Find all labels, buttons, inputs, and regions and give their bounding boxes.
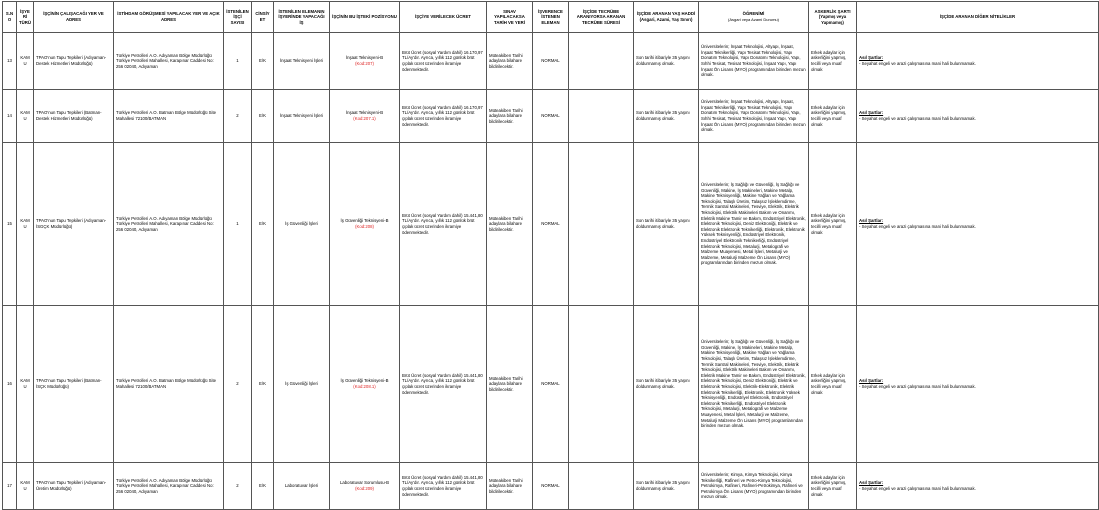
cell-sira: 17 (3, 463, 17, 510)
cell-sira: 14 (3, 90, 17, 143)
cell-ucret: Brüt Ücret (sosyal Yardım dahil) 15.441,80 TL/Ay'dır. Ayrıca, yıllık 112 günlük brüt çıplak ücret üzerinden ikramiye ödenmektedir. (400, 143, 487, 306)
cell-yer: TPAO'nun Tapu Tepkileri (Adıyaman-Üretim Müdürlüğü) (34, 463, 114, 510)
cell-pozisyon (330, 306, 400, 463)
job-listing-table (2, 1, 1099, 510)
cell-ogrenim: Üniversitelerin; İş Sağlığı ve Güvenliği, İş Sağlığı ve Güvenliği, Makine, İş Makineleri, Makine Metalp, Makine Teknisyenliği, Makine Yağları ve Yağlama Teknolojisi, Talaşlı Üretim, Talaşsız İşleklemdirme, Termik Santral Makineleri, Tesviye, Elektrik, Elektrik Teknolojisi, Elektrik Makineleri Bakım ve Onarımı, Elektrik Makine Tamir ve Bakım, Endüstriyel Elektronik, Elektronik Teknolojisi, Deniz Elektroniği, Elektrik ve Elektronik Teknolojisi, Elektrik-Elektronik, Elektrik Elektronik Teknikerliği, Elektronik, Elektronik Yüksek Teknisyenliği, Endüstriyel Elektronik, Endüstriyel Elektronik Teknikerliği, Endüstriyel Elektronik Teknolojisi, Metalurji, Metalografi ve Malzeme Muayenesi, Metal İşleri, Metalurji ve Malzeme, Metalurji Malzeme Ön Lisans (MYO) programlarından birinden mezun olmak. (699, 306, 809, 463)
cell-tecrube (569, 463, 634, 510)
cell-sira: 13 (3, 33, 17, 90)
header-sira-no: S.NO (3, 2, 17, 33)
header-pozisyon: İŞÇİNİN BU İŞTEKİ POZİSYONU (330, 2, 400, 33)
cell-is: Laboratuvar İşleri (274, 463, 330, 510)
header-isci-sayisi: İSTENİLEN İŞÇİ SAYISI (224, 2, 252, 33)
cell-sayi: 2 (224, 90, 252, 143)
cell-askerlik: Erkek adaylar için askerliğini yapmış, tecilli veya muaf olmak (809, 90, 857, 143)
header-yas-haddi-title: İŞÇİDE ARANAN YAŞ HADDİ (636, 11, 696, 17)
cell-tecrube (569, 306, 634, 463)
header-sinav: SINAV YAPILACAKSA TARİH VE YERİ (487, 2, 533, 33)
table-row (3, 143, 1099, 306)
cell-ucret: Brüt Ücret (sosyal Yardım dahil) 16.170,97 TL/Ay'dır. Ayrıca, yıllık 112 günlük brüt çıplak ücret üzerinden ikramiye ödenmektedir. (400, 33, 487, 90)
cell-gorusme: Türkiye Petrolleri A.O. Adıyaman Bölge Müdürlüğü Türkiye Petrolleri Mahallesi, Karapınar Caddesi No: 256 02040, Adıyaman (114, 33, 224, 90)
cell-yas: Son tarihi itibariyle 35 yaşını doldurmamış olmak. (634, 90, 699, 143)
table-row (3, 306, 1099, 463)
cell-sayi: 1 (224, 33, 252, 90)
cell-yas: Son tarihi itibariyle 35 yaşını doldurmamış olmak. (634, 306, 699, 463)
cell-gorusme: Türkiye Petrolleri A.O. Batman Bölge Müdürlüğü Site Mahallesi 72100/BATMAN (114, 90, 224, 143)
pozisyon-kod: (Kod:207) (355, 61, 374, 66)
pozisyon-label: İş Güvenliği Teknisyeni-B (340, 378, 389, 384)
cell-pozisyon (330, 33, 400, 90)
diger-text: - Seyahat engeli ve arazi çalışmasına mani hali bulunmamak. (859, 384, 976, 389)
header-gorusme-yeri: İSTİHDAM GÖRÜŞMESİ YAPILACAK YER VE AÇIK ADRES (114, 2, 224, 33)
header-tecrube: İŞÇİDE TECRÜBE ARANIYORSA ARANAN TECRÜBE SÜRESİ (569, 2, 634, 33)
cell-yas: Son tarihi itibariyle 35 yaşını doldurmamış olmak. (634, 143, 699, 306)
header-cinsiyet: CİNSİYET (252, 2, 274, 33)
cell-istenen: NORMAL (533, 463, 569, 510)
cell-gorusme: Türkiye Petrolleri A.O. Adıyaman Bölge Müdürlüğü Türkiye Petrolleri Mahallesi, Karapınar Caddesi No: 256 02040, Adıyaman (114, 143, 224, 306)
table-row (3, 33, 1099, 90)
diger-text: - Seyahat engeli ve arazi çalışmasına mani hali bulunmamak. (859, 224, 976, 229)
cell-gorusme: Türkiye Petrolleri A.O. Adıyaman Bölge Müdürlüğü Türkiye Petrolleri Mahallesi, Karapınar Caddesi No: 256 02040, Adıyaman (114, 463, 224, 510)
table-row (3, 90, 1099, 143)
cell-istenen: NORMAL (533, 306, 569, 463)
pozisyon-kod: (Kod:207.1) (353, 116, 376, 121)
diger-text: - Seyahat engeli ve arazi çalışmasına mani hali bulunmamak. (859, 61, 976, 66)
diger-title: Asıl Şartlar: (859, 110, 884, 116)
cell-yer: TPAO'nun Tapu Tepkileri (Batman-Destek Hizmetleri Müdürlüğü) (34, 90, 114, 143)
cell-sira: 16 (3, 306, 17, 463)
cell-tur: KAMU (17, 306, 34, 463)
cell-sayi: 2 (224, 463, 252, 510)
cell-tur: KAMU (17, 463, 34, 510)
cell-sinav: Müteakiben Tarihi adaylara bilahare bildirilecektir. (487, 463, 533, 510)
cell-askerlik: Erkek adaylar için askerliğini yapmış, tecilli veya muaf olmak (809, 306, 857, 463)
cell-diger (857, 306, 1099, 463)
cell-yer: TPAO'nun Tapu Tepkileri (Adıyaman-İSGÇK Müdürlüğü) (34, 143, 114, 306)
cell-ogrenim: Üniversitelerin; İnşaat Teknolojisi, Altyapı, İnşaat, İnşaat Teknikerliği, Yapı Tesisat Teknolojisi, Yapı Donatım Teknolojisi, Yapı Donatımı Teknolojisi, Yapı, Sıhhi Tesisat, Tesisat Teknolojisi, İnşaat Yapı, Yapı İnşaat Ön Lisans (MYO) programından birinden mezun olmak. (699, 33, 809, 90)
cell-ucret: Brüt Ücret (sosyal Yardım dahil) 16.170,97 TL/Ay'dır. Ayrıca, yıllık 112 günlük brüt çıplak ücret üzerinden ikramiye ödenmektedir. (400, 90, 487, 143)
cell-tur: KAMU (17, 143, 34, 306)
cell-cinsiyet: E/K (252, 143, 274, 306)
cell-ucret: Brüt Ücret (sosyal Yardım dahil) 15.441,80 TL/Ay'dır. Ayrıca, yıllık 112 günlük brüt çıplak ücret üzerinden ikramiye ödenmektedir. (400, 306, 487, 463)
cell-pozisyon (330, 90, 400, 143)
diger-title: Asıl Şartlar: (859, 55, 884, 61)
cell-ogrenim: Üniversitelerin; Kimya, Kimya Teknolojisi, Kimya Teknikerliği, Rafineri ve Petro-Kimya Teknolojisi, Petrokimya, Rafineri, Rafineri-Petrokimya, Rafineri ve Petrokimya Ön Lisans (MYO) programından birinden mezun olmak. (699, 463, 809, 510)
pozisyon-kod: (Kod:208.1) (353, 384, 376, 389)
cell-tur: KAMU (17, 33, 34, 90)
cell-askerlik: Erkek adaylar için askerliğini yapmış, tecilli veya muaf olmak (809, 143, 857, 306)
cell-istenen: NORMAL (533, 33, 569, 90)
cell-sira: 15 (3, 143, 17, 306)
cell-yas: Son tarihi itibariyle 35 yaşını doldurmamış olmak. (634, 463, 699, 510)
cell-sinav: Müteakiben Tarihi adaylara bilahare bildirilecektir. (487, 306, 533, 463)
cell-pozisyon (330, 463, 400, 510)
cell-istenen: NORMAL (533, 143, 569, 306)
cell-cinsiyet: E/K (252, 463, 274, 510)
header-ogrenim-title: ÖĞRENİMİ (742, 11, 765, 17)
table-row (3, 463, 1099, 510)
header-yas-haddi-sub: (Asgari, Azami, Yaş Sınırı) (639, 17, 693, 22)
cell-diger (857, 90, 1099, 143)
cell-yer: TPAO'nun Tapu Tepkileri (Batman-İSÇK Müdürlüğü) (34, 306, 114, 463)
cell-pozisyon (330, 143, 400, 306)
header-askerlik-sub: (Yapmış veya Yapmamış) (818, 14, 847, 25)
diger-text: - Seyahat engeli ve arazi çalışmasına mani hali bulunmamak. (859, 116, 976, 121)
pozisyon-label: Laboratuvar Sorumlusu-B (340, 480, 389, 486)
cell-ogrenim: Üniversitelerin; İnşaat Teknolojisi, Altyapı, İnşaat, İnşaat Teknikerliği, Yapı Tesisat Teknolojisi, Yapı Donatım Teknolojisi, Yapı Donatımı Teknolojisi, Yapı, Sıhhi Tesisat, Tesisat Teknolojisi, İnşaat Yapı, Yapı İnşaat Ön Lisans (MYO) programından birinden mezun olmak. (699, 90, 809, 143)
cell-ogrenim: Üniversitelerin; İş Sağlığı ve Güvenliği, İş Sağlığı ve Güvenliği, Makine, İş Makineleri, Makine Metalp, Makine Teknisyenliği, Makine Yağları ve Yağlama Teknolojisi, Talaşlı Üretim, Talaşsız İşleklemdirme, Termik Santral Makineleri, Tesviye, Elektrik, Elektrik Teknolojisi, Elektrik Makineleri Bakım ve Onarımı, Elektrik Makine Tamir ve Bakım, Endüstriyel Elektronik, Elektronik Teknolojisi, Deniz Elektroniği, Elektrik ve Elektronik Elektronik Teknikerliği, Elektronik, Elektronik Yüksek Teknisyenliği, Endüstriyel Elektronik, Endüstriyel Elektronik Teknikerliği, Endüstriyel Elektronik Teknolojisi, Metalurji, Metalografi ve Malzeme Muayenesi, Metal İşleri, Metalurji ve Malzeme, Metalurji Malzeme Ön Lisans (MYO) programlarından birinden mezun olmak. (699, 143, 809, 306)
pozisyon-label: İş Güvenliği Teknisyeni-B (340, 218, 389, 224)
header-ogrenim-sub: (Asgari veya Azami Durumu) (728, 17, 779, 22)
cell-cinsiyet: E/K (252, 306, 274, 463)
cell-tecrube (569, 143, 634, 306)
cell-is: İnşaat Teknisyeni İşleri (274, 90, 330, 143)
pozisyon-kod: (Kod:208) (355, 224, 374, 229)
diger-title: Asıl Şartlar: (859, 480, 884, 486)
cell-gorusme: Türkiye Petrolleri A.O. Batman Bölge Müdürlüğü Site Mahallesi 72100/BATMAN (114, 306, 224, 463)
pozisyon-label: İnşaat Teknisyeni-B (345, 55, 384, 61)
cell-ucret: Brüt Ücret (sosyal Yardım dahil) 15.441,80 TL/Ay'dır. Ayrıca, yıllık 112 günlük brüt çıplak ücret üzerinden ikramiye ödenmektedir. (400, 463, 487, 510)
cell-tecrube (569, 33, 634, 90)
cell-sayi: 1 (224, 143, 252, 306)
header-isverence-istenen: İŞVERENCE İSTENEN ELEMAN (533, 2, 569, 33)
cell-yas: Son tarihi itibariyle 35 yaşını doldurmamış olmak. (634, 33, 699, 90)
cell-sinav: Müteakiben Tarihi adaylara bilahare bildirilecektir. (487, 143, 533, 306)
header-askerlik (809, 2, 857, 33)
cell-cinsiyet: E/K (252, 90, 274, 143)
cell-diger (857, 463, 1099, 510)
header-diger: İŞÇİDE ARANAN DİĞER NİTELİKLER (857, 2, 1099, 33)
header-isyeri-turu: İŞYERİ TÜRÜ (17, 2, 34, 33)
cell-sinav: Müteakiben Tarihi adaylara bilahare bildirilecektir. (487, 90, 533, 143)
cell-tecrube (569, 90, 634, 143)
cell-istenen: NORMAL (533, 90, 569, 143)
cell-yer: TPAO'nun Tapu Tepkileri (Adıyaman-Destek Hizmetleri Müdürlüğü) (34, 33, 114, 90)
pozisyon-kod: (Kod:209) (355, 486, 374, 491)
header-yer-adres: İŞÇİNİN ÇALIŞACAĞI YER VE ADRES (34, 2, 114, 33)
pozisyon-label: İnşaat Teknisyeni-B (345, 110, 384, 116)
diger-title: Asıl Şartlar: (859, 218, 884, 224)
header-row (3, 2, 1099, 33)
header-askerlik-title: ASKERLİK ŞARTI (814, 8, 851, 14)
header-ogrenim (699, 2, 809, 33)
cell-sinav: Müteakiben Tarihi adaylara bilahare bildirilecektir. (487, 33, 533, 90)
cell-sayi: 2 (224, 306, 252, 463)
cell-tur: KAMU (17, 90, 34, 143)
cell-is: İş Güvenliği İşleri (274, 143, 330, 306)
cell-cinsiyet: E/K (252, 33, 274, 90)
diger-title: Asıl Şartlar: (859, 378, 884, 384)
cell-diger (857, 143, 1099, 306)
header-yas-haddi (634, 2, 699, 33)
cell-askerlik: Erkek adaylar için askerliğini yapmış, tecilli veya muaf olmak (809, 33, 857, 90)
cell-is: İş Güvenliği İşleri (274, 306, 330, 463)
cell-askerlik: Erkek adaylar için askerliğini yapmış, tecilli veya muaf olmak (809, 463, 857, 510)
diger-text: - Seyahat engeli ve arazi çalışmasına mani hali bulunmamak. (859, 486, 976, 491)
header-yapacagi-is: İSTENİLEN ELEMANIN İŞYERİNDE YAPACAĞI İŞ (274, 2, 330, 33)
cell-is: İnşaat Teknisyeni İşleri (274, 33, 330, 90)
header-ucret: İŞÇİYE VERİLECEK ÜCRET (400, 2, 487, 33)
cell-diger (857, 33, 1099, 90)
